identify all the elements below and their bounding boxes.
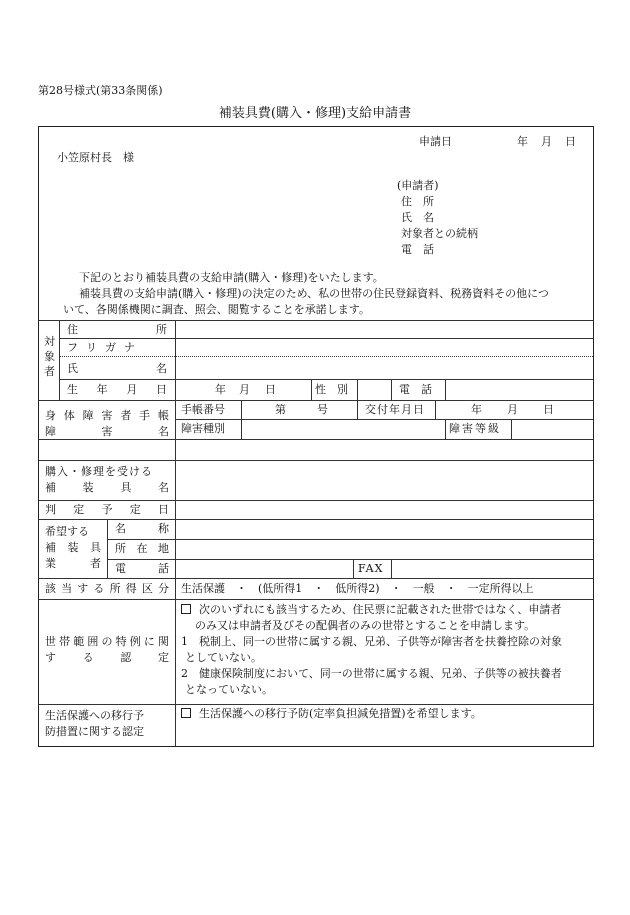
household-line-5: 2 健康保険制度において、同一の世帯に属する親、兄弟、子供等の被扶養者 — [181, 667, 562, 680]
household-line-1: 次のいずれにも該当するため、住民票に記載された世帯ではなく、申請者 — [181, 603, 561, 617]
household-label-1: 世 帯 範 囲 の 特 例 に 関 — [45, 635, 169, 648]
vendor-group-label-1: 希望する — [45, 525, 89, 538]
book-number-label: 手帳番号 — [181, 403, 225, 416]
vendor-group-label-2: 補 装 具 — [45, 541, 101, 554]
vendor-name-label: 名 称 — [115, 522, 169, 535]
issue-day: 日 — [543, 403, 554, 416]
subject-phone-label: 電 話 — [399, 383, 432, 396]
household-checkbox[interactable] — [181, 604, 191, 614]
disability-book-label: 身 体 障 害 者 手 帳 — [45, 409, 169, 422]
transition-label-2: 防措置に関する認定 — [45, 725, 144, 738]
transition-checkbox[interactable] — [181, 708, 191, 718]
subject-dob-year: 年 — [215, 383, 226, 396]
statement-1: 下記のとおり補装具費の支給申請(購入・修理)をいたします。 — [79, 271, 384, 284]
date-year: 年 — [517, 135, 528, 148]
application-form — [38, 126, 594, 747]
judgement-date-label: 判 定 予 定 日 — [45, 503, 169, 516]
statement-2a: 補装具費の支給申請(購入・修理)の決定のため、私の世帯の住民登録資料、税務資料その他につ — [79, 287, 549, 300]
household-line-6: となっていない。 — [185, 683, 273, 696]
income-class-options: 生活保護 ・ (低所得1 ・ 低所得2) ・ 一般 ・ 一定所得以上 — [181, 582, 534, 595]
applicant-label: (申請者) — [397, 179, 439, 192]
issue-date-label: 交付年月日 — [365, 403, 425, 416]
date-day: 日 — [565, 135, 576, 148]
subject-sex-label: 性 別 — [315, 383, 348, 396]
applicant-name-label: 氏 名 — [401, 211, 434, 224]
subject-dob-day: 日 — [265, 383, 276, 396]
subject-group-label: 対 象 者 — [44, 335, 55, 378]
vendor-fax-label: FAX — [358, 562, 384, 575]
subject-name-label: 氏 名 — [67, 362, 167, 375]
income-class-label: 該 当 す る 所 得 区 分 — [45, 582, 169, 595]
date-month: 月 — [541, 135, 552, 148]
form-number: 第28号様式(第33条関係) — [38, 84, 163, 97]
applicant-address-label: 住 所 — [401, 195, 434, 208]
vendor-location-label: 所 在 地 — [115, 542, 169, 555]
household-line-2: のみ又は申請者及びその配偶者のみの世帯とすることを申請します。 — [195, 619, 536, 632]
disability-grade-label: 障害等級 — [449, 422, 501, 435]
household-line-4: としていない。 — [185, 651, 262, 664]
book-number-dai: 第 — [275, 403, 286, 416]
issue-year: 年 — [471, 403, 482, 416]
disability-type-label: 障害種別 — [181, 422, 225, 435]
subject-dob-label: 生 年 月 日 — [67, 383, 167, 396]
transition-label-1: 生活保護への移行予 — [45, 709, 144, 722]
issue-month: 月 — [507, 403, 518, 416]
applicant-relation-label: 対象者との続柄 — [401, 227, 478, 240]
transition-line: 生活保護への移行予防(定率負担減免措置)を希望します。 — [181, 707, 482, 721]
household-label-2: す る 認 定 — [45, 651, 169, 664]
date-label: 申請日 — [419, 135, 452, 148]
device-label-1: 購入・修理を受ける — [45, 465, 153, 478]
addressee: 小笠原村長 様 — [57, 151, 134, 164]
device-label-2: 補 装 具 名 — [45, 481, 169, 494]
document-title: 補装具費(購入・修理)支給申請書 — [218, 106, 412, 121]
book-number-go: 号 — [317, 403, 328, 416]
statement-2b: いて、各関係機関に調査、照会、閲覧することを承諾します。 — [63, 303, 370, 316]
subject-dob-month: 月 — [239, 383, 250, 396]
disability-name-label: 障 害 名 — [45, 425, 169, 438]
vendor-phone-label: 電 話 — [115, 562, 169, 575]
subject-address-label: 住 所 — [67, 323, 167, 336]
household-line-3: 1 税制上、同一の世帯に属する親、兄弟、子供等が障害者を扶養控除の対象 — [181, 635, 562, 648]
subject-furigana-label: フ リ ガ ナ — [67, 341, 135, 354]
vendor-group-label-3: 業 者 — [45, 557, 101, 570]
applicant-phone-label: 電 話 — [401, 243, 434, 256]
